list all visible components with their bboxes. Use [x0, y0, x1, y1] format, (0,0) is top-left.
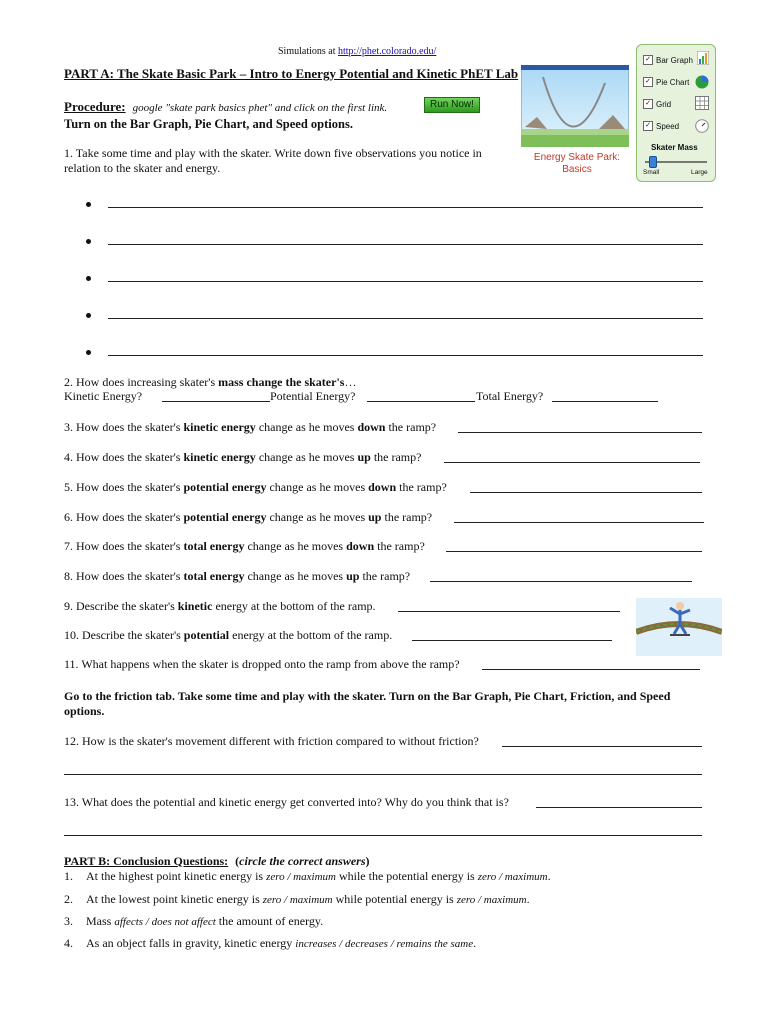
choice-option[interactable]: affects / does not affect [114, 916, 216, 928]
bullet-3 [86, 276, 91, 281]
q-pre: 8. How does the skater's [64, 569, 184, 583]
answer-line[interactable] [444, 462, 700, 463]
question-11: 11. What happens when the skater is dropped onto the ramp from above the ramp? [64, 657, 460, 671]
q-pre: 3. How does the skater's [64, 420, 184, 434]
answer-line[interactable] [108, 244, 703, 245]
q-bold2: up [368, 510, 382, 524]
friction-line1: Go to the friction tab. Take some time and play with the skater. Turn on the Bar Graph, Pie Chart, Friction, and Speed [64, 689, 671, 703]
q2-ke-label: Kinetic Energy? [64, 389, 143, 403]
bar-graph-icon [697, 51, 709, 65]
q-bold2: up [357, 450, 371, 464]
q-pre: 9. Describe the skater's [64, 599, 178, 613]
q2-bold: mass change the skater's [218, 375, 345, 389]
checkbox-icon[interactable]: ✓ [643, 99, 653, 109]
procedure-instruction: Turn on the Bar Graph, Pie Chart, and Speed options. [64, 117, 353, 131]
question-13: 13. What does the potential and kinetic energy get converted into? Why do you think that is? [64, 795, 509, 809]
q-bold2: down [368, 480, 397, 494]
question-4 [64, 450, 421, 464]
answer-line[interactable] [458, 432, 702, 433]
checkbox-icon[interactable]: ✓ [643, 77, 653, 87]
option-grid[interactable] [643, 99, 671, 109]
q-mid: change as he moves [244, 569, 347, 583]
skater-mass-label: Skater Mass [651, 143, 698, 152]
part-b-title: PART B: Conclusion Questions: [64, 854, 229, 868]
answer-line[interactable] [536, 807, 702, 808]
answer-line[interactable] [398, 611, 620, 612]
option-label: Speed [656, 121, 680, 131]
q-post: the ramp? [370, 450, 422, 464]
pie-chart-icon [695, 75, 709, 89]
part-b-heading [64, 854, 370, 868]
choice-option[interactable]: zero / maximum [266, 871, 336, 883]
q-bold1: kinetic energy [183, 420, 256, 434]
answer-line[interactable] [502, 746, 702, 747]
q2-te-label: Total Energy? [476, 389, 544, 403]
q-post: the ramp? [396, 480, 447, 494]
conclusion-item-2 [64, 892, 530, 907]
q-mid: change as he moves [266, 510, 369, 524]
conclusion-item-4 [64, 936, 476, 951]
question-10 [64, 628, 392, 642]
answer-line[interactable] [108, 318, 703, 319]
page-header [278, 45, 436, 59]
q2-post: … [344, 375, 357, 389]
option-pie-chart[interactable] [643, 77, 689, 87]
q-mid: change as he moves [255, 420, 358, 434]
q-pre: 10. Describe the skater's [64, 628, 184, 642]
answer-line[interactable] [430, 581, 692, 582]
q1-line2: relation to the skater and energy. [64, 161, 221, 175]
q-bold: kinetic [177, 599, 213, 613]
answer-line[interactable] [482, 669, 700, 670]
sim-caption-line2: Basics [562, 164, 592, 175]
question-6 [64, 510, 432, 524]
slider-min-label: Small [643, 169, 660, 176]
bullet-5 [86, 350, 91, 355]
answer-line[interactable] [64, 774, 702, 775]
item-text: . [473, 936, 477, 950]
q-pre: 4. How does the skater's [64, 450, 184, 464]
choice-option[interactable]: zero / maximum [477, 871, 548, 883]
bullet-2 [86, 239, 91, 244]
item-text: Mass [86, 914, 115, 928]
q-bold1: total energy [183, 539, 245, 553]
question-12: 12. How is the skater's movement different with friction compared to without friction? [64, 734, 479, 748]
control-panel [636, 44, 716, 182]
conclusion-item-1 [64, 869, 551, 884]
q-post: the ramp? [381, 510, 433, 524]
item-text: the amount of energy. [215, 914, 324, 928]
item-number: 1. [64, 869, 73, 883]
answer-line[interactable] [470, 492, 702, 493]
choice-option[interactable]: zero / maximum [456, 894, 527, 906]
part-b-paren-close: ) [365, 854, 370, 868]
procedure-label: Procedure: [64, 99, 126, 114]
q-mid: change as he moves [255, 450, 358, 464]
q-bold1: kinetic energy [183, 450, 256, 464]
procedure-text: google "skate park basics phet" and click on the first link. [132, 102, 388, 114]
answer-line[interactable] [446, 551, 702, 552]
skater-on-ramp-illustration [636, 598, 722, 656]
answer-line[interactable] [108, 207, 703, 208]
sim-caption-line1: Energy Skate Park: [533, 152, 621, 163]
grid-icon [695, 96, 709, 110]
option-label: Pie Chart [656, 77, 690, 87]
q-post: the ramp? [359, 569, 411, 583]
q-bold2: down [346, 539, 375, 553]
checkbox-icon[interactable]: ✓ [643, 55, 653, 65]
answer-line[interactable] [108, 281, 703, 282]
q-post: energy at the bottom of the ramp. [212, 599, 376, 613]
sim-thumbnail[interactable] [521, 65, 629, 147]
q-post: energy at the bottom of the ramp. [229, 628, 393, 642]
conclusion-item-3 [64, 914, 323, 929]
q-post: the ramp? [385, 420, 437, 434]
answer-line[interactable] [108, 355, 703, 356]
item-number: 2. [64, 892, 73, 906]
q2-pe-label: Potential Energy? [270, 389, 356, 403]
mass-slider-thumb[interactable] [649, 156, 657, 168]
q1-line1: 1. Take some time and play with the skater. Write down five observations you notice in [64, 146, 482, 160]
item-text: . [526, 892, 530, 906]
q-pre: 6. How does the skater's [64, 510, 184, 524]
answer-line[interactable] [552, 401, 658, 402]
option-label: Grid [656, 99, 672, 109]
procedure-line [64, 100, 387, 115]
skate-park-preview-image [521, 65, 629, 147]
item-text: . [547, 869, 551, 883]
q2-pre: 2. How does increasing skater's [64, 375, 219, 389]
q-mid: change as he moves [266, 480, 369, 494]
q-bold2: up [346, 569, 360, 583]
sim-caption [527, 152, 627, 176]
q-bold1: total energy [183, 569, 245, 583]
part-b-instruction: circle the correct answers [239, 854, 366, 868]
header-prefix: Simulations at [278, 46, 338, 57]
answer-line[interactable] [162, 401, 270, 402]
item-text: while potential energy is [332, 892, 457, 906]
item-number: 3. [64, 914, 73, 928]
question-9 [64, 599, 376, 613]
slider-max-label: Large [691, 169, 708, 176]
q-post: the ramp? [374, 539, 425, 553]
q-mid: change as he moves [244, 539, 347, 553]
q-bold1: potential energy [183, 480, 267, 494]
answer-line[interactable] [412, 640, 612, 641]
item-text: At the lowest point kinetic energy is [86, 892, 263, 906]
q-pre: 7. How does the skater's [64, 539, 184, 553]
item-text: As an object falls in gravity, kinetic energy [86, 936, 296, 950]
choice-option[interactable]: increases / decreases / remains the same [295, 938, 474, 950]
answer-line[interactable] [454, 522, 704, 523]
question-8 [64, 569, 410, 583]
answer-line[interactable] [367, 401, 475, 402]
page-title: PART A: The Skate Basic Park – Intro to Energy Potential and Kinetic PhET Lab [64, 66, 519, 81]
option-speed[interactable] [643, 121, 679, 131]
bullet-1 [86, 202, 91, 207]
friction-line2: options. [64, 704, 105, 718]
q-pre: 5. How does the skater's [64, 480, 184, 494]
phet-url-link[interactable]: http://phet.colorado.edu/ [338, 46, 437, 57]
q-bold2: down [357, 420, 386, 434]
item-text: At the highest point kinetic energy is [86, 869, 267, 883]
answer-line[interactable] [64, 835, 702, 836]
checkbox-icon[interactable]: ✓ [643, 121, 653, 131]
skater-image [636, 598, 722, 656]
item-text: while the potential energy is [335, 869, 478, 883]
part-b-paren-open: ( [235, 854, 240, 868]
question-5 [64, 480, 447, 494]
choice-option[interactable]: zero / maximum [262, 894, 333, 906]
q-bold: potential [183, 628, 230, 642]
item-number: 4. [64, 936, 73, 950]
q-bold1: potential energy [183, 510, 267, 524]
bullet-4 [86, 313, 91, 318]
option-label: Bar Graph [656, 55, 693, 65]
q2-line1 [64, 375, 356, 389]
run-now-button[interactable]: Run Now! [424, 97, 480, 113]
speedometer-icon [695, 119, 709, 133]
option-bar-graph[interactable] [643, 55, 693, 65]
question-7 [64, 539, 425, 553]
question-3 [64, 420, 436, 434]
